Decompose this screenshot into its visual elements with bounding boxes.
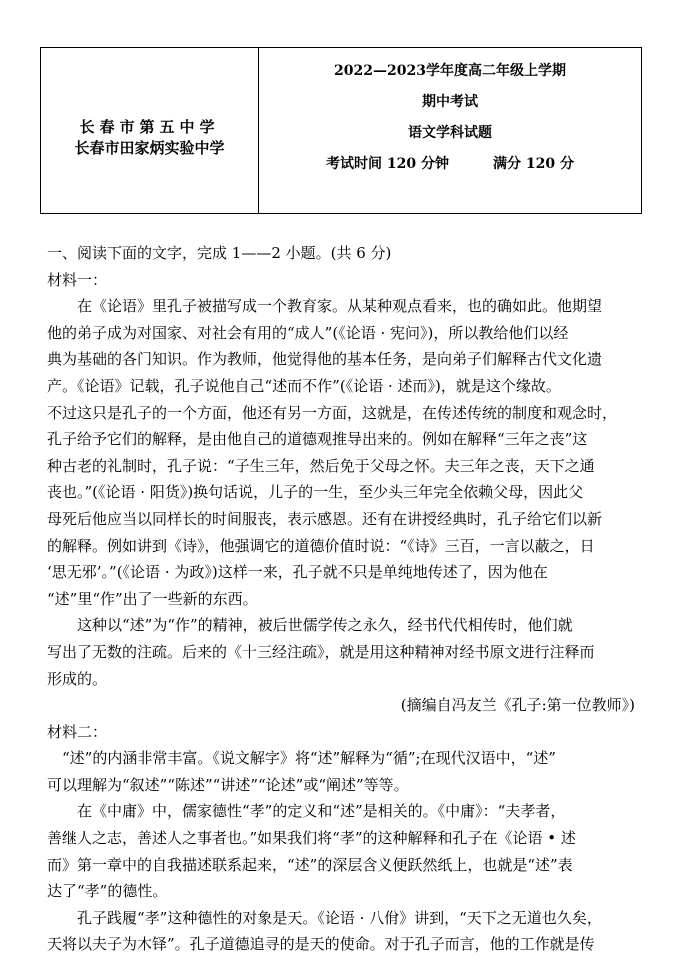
text-line: 而》第一章中的自我描述联系起来，“述”的深层含义便跃然纸上，也就是“述”表 <box>47 855 573 874</box>
material-1-label: 材料一： <box>47 270 108 289</box>
text-line: ‘思无邪’。”(《论语 · 为政》)这样一来，孔子就不只是单纯地传述了，因为他在 <box>47 563 548 582</box>
material-2-paragraph-3 <box>47 905 647 958</box>
text-line: 不过这只是孔子的一个方面，他还有另一方面，这就是，在传述传统的制度和观念时， <box>47 403 618 422</box>
material-2-paragraph-1 <box>47 745 647 798</box>
material-2-label: 材料二： <box>47 722 108 741</box>
full-score: 满分 120 分 <box>493 156 574 172</box>
material-1-source: (摘编自冯友兰《孔子:第一位教师》) <box>400 696 635 715</box>
text-line: 典为基础的各门知识。作为教师，他觉得他的基本任务，是向弟子们解释古代文化遗 <box>47 350 603 369</box>
text-line: 在《中庸》中，儒家德性“孝”的定义和“述”是相关的。《中庸》：“夫孝者， <box>77 802 566 821</box>
subject-title: 语文学科试题 <box>408 125 492 141</box>
material-2-paragraph-2 <box>47 798 647 904</box>
exam-time: 考试时间 120 分钟 <box>326 156 449 172</box>
text-line: 在《论语》里孔子被描写成一个教育家。从某种观点看来，也的确如此。他期望 <box>77 297 603 316</box>
text-line: 天将以夫子为木铎”。孔子道德追寻的是天的使命。对于孔子而言，他的工作就是传 <box>47 935 595 954</box>
text-line: 可以理解为“叙述”“陈述”“讲述”“论述”或“阐述”等等。 <box>47 775 409 794</box>
text-line: 形成的。 <box>47 669 108 688</box>
exam-name: 期中考试 <box>422 94 478 110</box>
exam-header-box <box>40 47 642 214</box>
text-line: 善继人之志，善述人之事者也。”如果我们将“孝”的这种解释和孔子在《论语 • 述 <box>47 829 576 848</box>
text-line: 母死后他应当以同样长的时间服丧，表示感恩。还有在讲授经典时，孔子给它们以新 <box>47 509 603 528</box>
section-instruction: 一、阅读下面的文字，完成 1——2 小题。(共 6 分) <box>47 244 392 262</box>
reading-section <box>47 240 647 958</box>
year-term: 2022—2023学年度高二年级上学期 <box>334 63 566 79</box>
material-1-paragraph-1 <box>47 293 647 612</box>
school-name-1: 长春市第五中学 <box>79 117 220 136</box>
text-line: 种古老的礼制时，孔子说：“子生三年，然后免于父母之怀。夫三年之丧，天下之通 <box>47 456 595 475</box>
text-line: 达了“孝”的德性。 <box>47 882 168 901</box>
text-line: 的解释。例如讲到《诗》，他强调它的道德价值时说：“《诗》三百，一言以蔽之，日 <box>47 536 595 555</box>
school-name-2: 长春市田家炳实验中学 <box>74 138 225 157</box>
text-line: 他的弟子成为对国家、对社会有用的“成人”(《论语 · 宪问》)，所以教给他们以经 <box>47 323 569 342</box>
text-line: 孔子践履“孝”这种德性的对象是天。《论语 · 八佾》讲到，“天下之无道也久矣， <box>77 908 602 927</box>
text-line: “述”的内涵非常丰富。《说文解字》将“述”解释为“循”;在现代汉语中，“述” <box>62 749 556 768</box>
material-1-paragraph-2 <box>47 612 647 692</box>
text-line: 写出了无数的注疏。后来的《十三经注疏》，就是用这种精神对经书原文进行注释而 <box>47 642 595 661</box>
text-line: 丧也。”(《论语 · 阳货》)换句话说，儿子的一生，至少头三年完全依赖父母，因此父 <box>47 483 584 502</box>
school-names <box>41 48 259 213</box>
exam-info-block <box>259 48 641 213</box>
text-line: 这种以“述”为“作”的精神，被后世儒学传之永久，经书代代相传时，他们就 <box>77 616 573 635</box>
exam-time-score <box>326 149 574 180</box>
text-line: 产。《论语》记载，孔子说他自己“述而不作”(《论语 · 述而》)，就是这个缘故。 <box>47 376 561 395</box>
text-line: 孔子给予它们的解释，是由他自己的道德观推导出来的。例如在解释“三年之丧”这 <box>47 430 588 449</box>
text-line: “述”里“作”出了一些新的东西。 <box>47 589 258 608</box>
